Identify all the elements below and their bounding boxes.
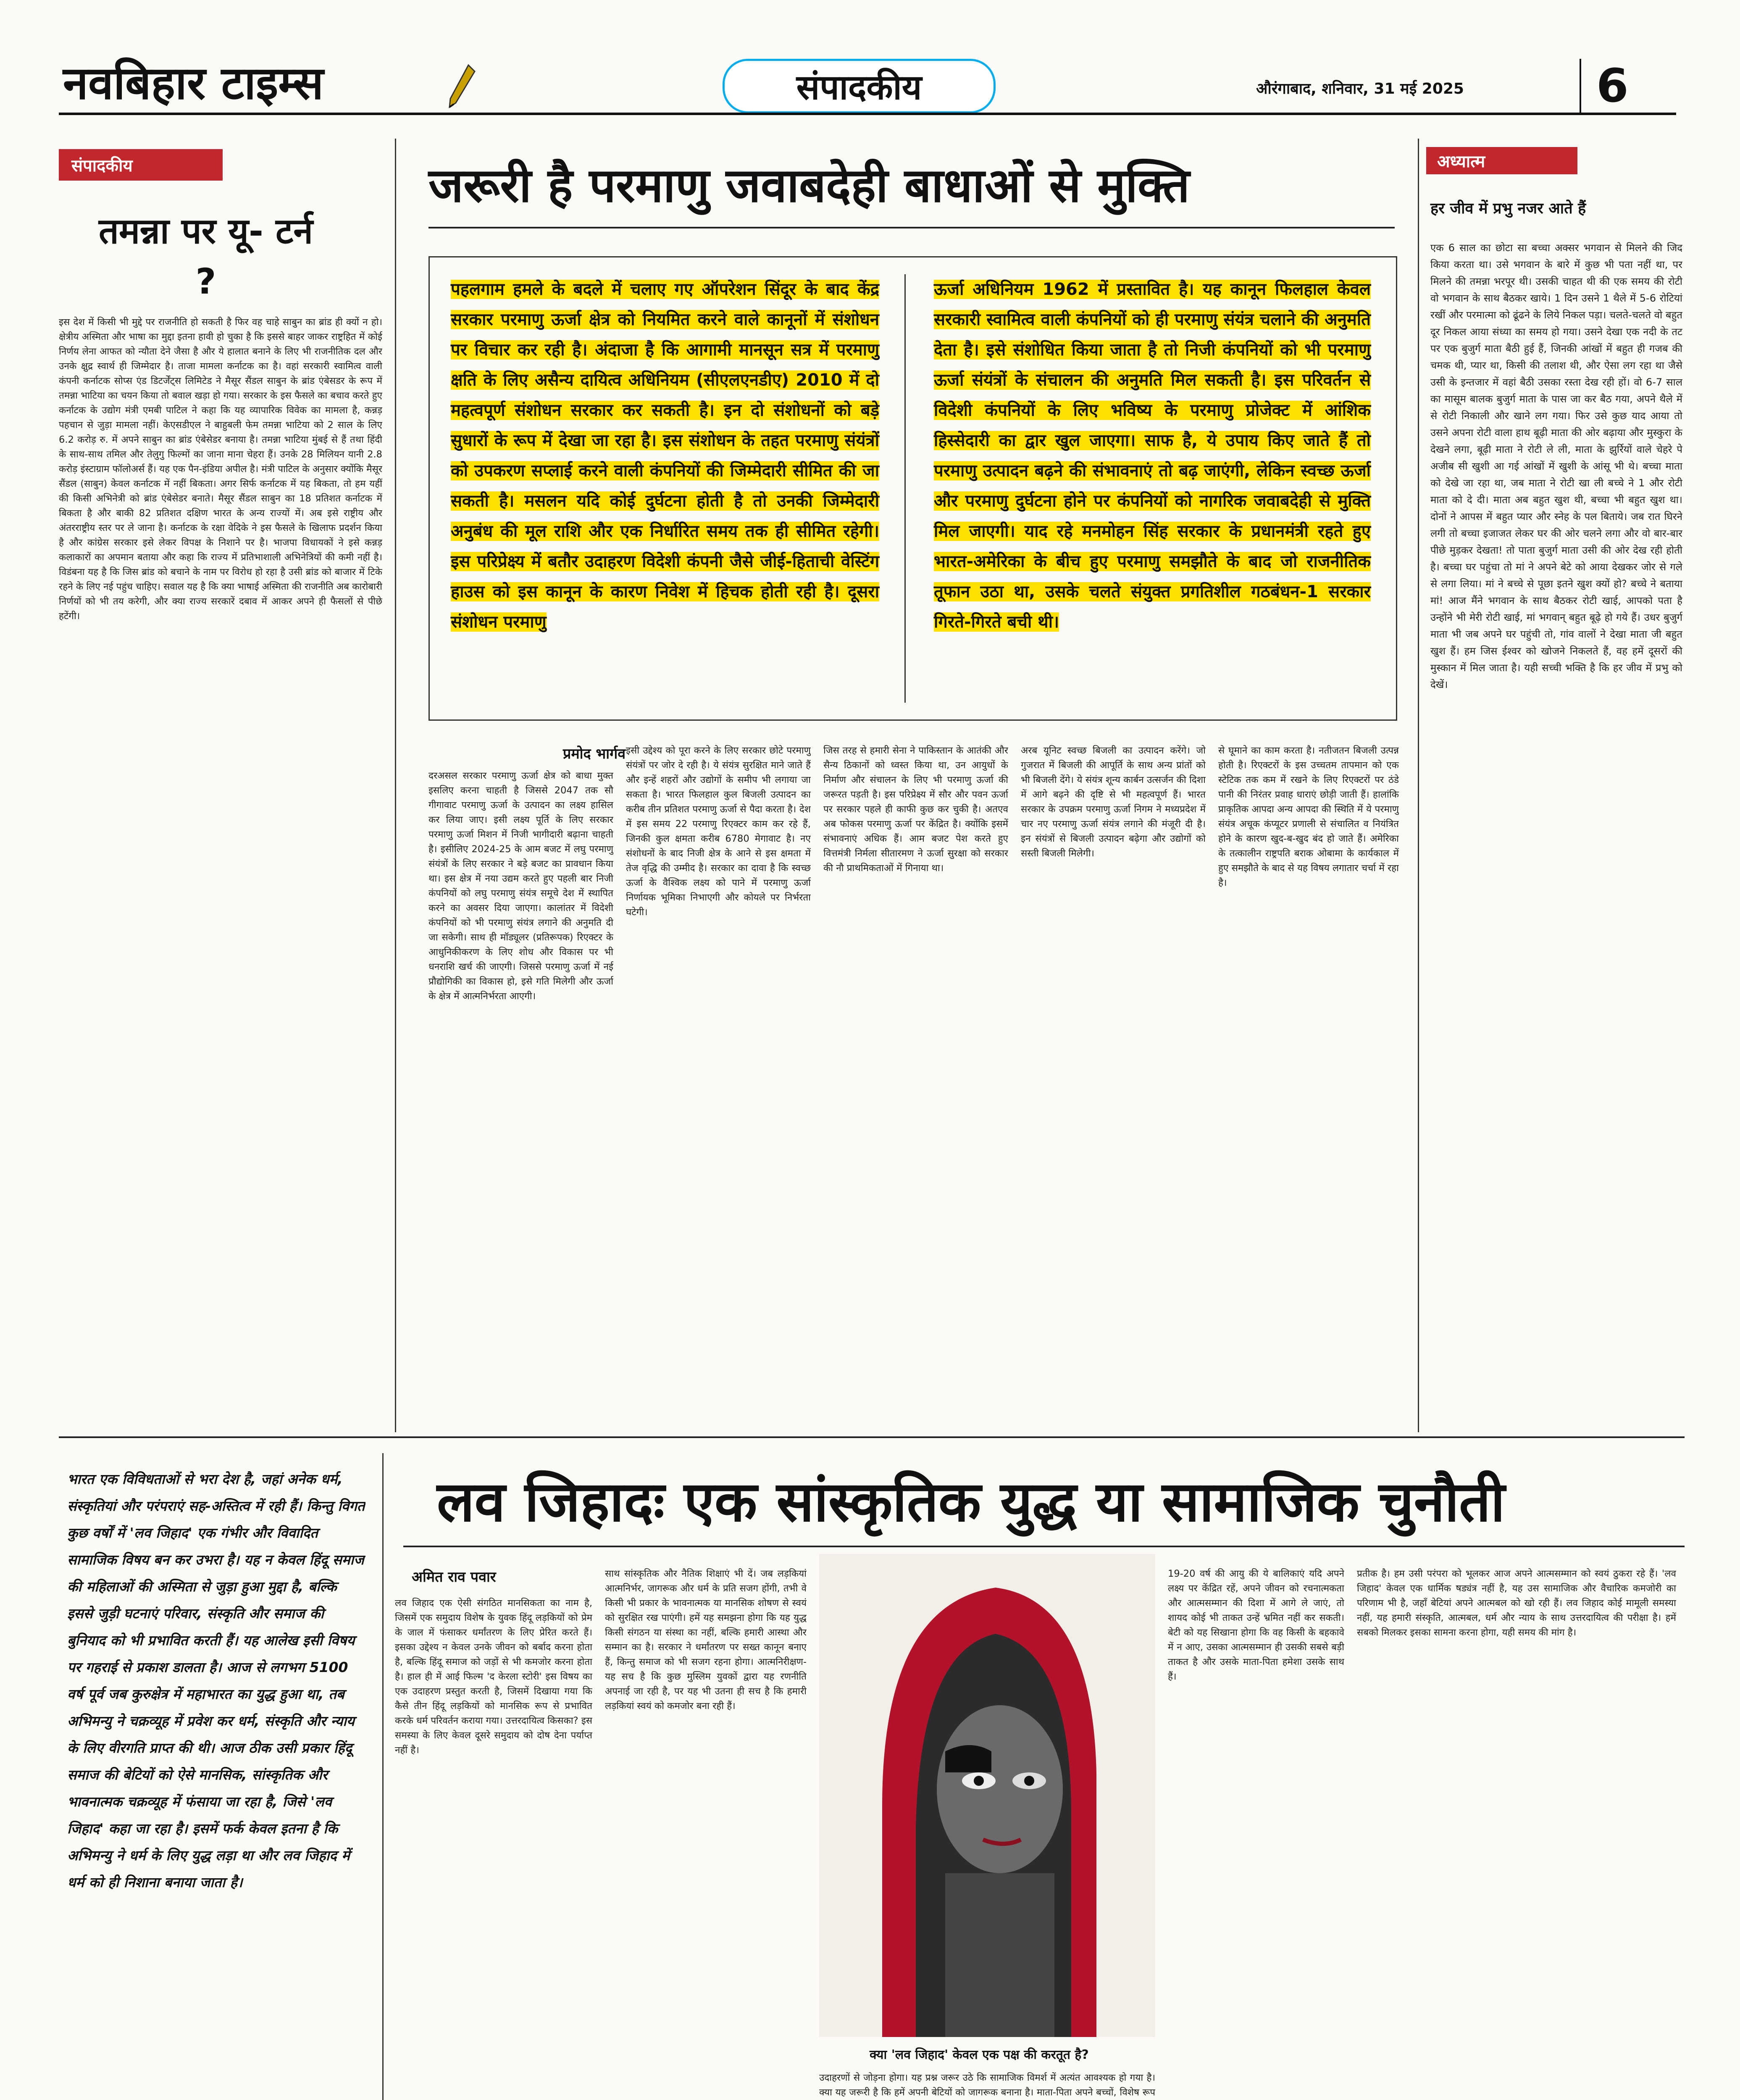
editorial-body: इस देश में किसी भी मुद्दे पर राजनीति हो सकती है फिर वह चाहे साबुन का ब्रांड ही क्यों न हो। क्षेत्रीय अस्मिता और भाषा का मुद्दा इतना हावी हो चुका है कि इससे बाहर जाकर राष्ट्रहित में कोई निर्णय लेना आफत को न्यौता देने जैसा है और ये हालात बनाने के लिए भी राजनीतिक दल और उनके क्षुद्र स्वार्थ ही जिम्मेदार है। ताजा मामला कर्नाटक का है। वहां सरकारी स्वामित्व वाली कंपनी कर्नाटक सोप्स एंड डिटर्जेंट्स लिमिटेड ने मैसूर सैंडल साबुन के ब्रांड एंबेसडर के रूप में तमन्ना भाटिया का चयन किया तो बवाल खड़ा हो गया। सरकार के इस फैसले का बचाव करते हुए कर्नाटक के उद्योग मंत्री एमबी पाटिल ने कहा कि यह व्यापारिक विवेक का मामला है, कन्नड़ पहचान से जुड़ा मामला नहीं। केएसडीएल ने बाहुबली फेम तमन्ना भाटिया को 2 साल के लिए 6.2 करोड़ रु. में अपने साबुन का ब्रांड एंबेसेडर बनाया है। तमन्ना भाटिया मुंबई से हैं तथा हिंदी के साथ-साथ तमिल और तेलुगु फिल्मों का जाना माना चेहरा हैं। उनके 28 मिलियन यानी 2.8 करोड़ इंस्टाग्राम फॉलोअर्स हैं। यह एक पैन-इंडिया अपील है। मंत्री पाटिल के अनुसार क्योंकि मैसूर सैंडल (साबुन) केवल कर्नाटक में नहीं बिकता। अगर सिर्फ कर्नाटक में यह बिकता, तो हम यहीं की किसी अभिनेत्री को ब्रांड एंबेसेडर बनाते। मैसूर सैंडल साबुन का 18 प्रतिशत कर्नाटक में बिकता है और बाकी 82 प्रतिशत दक्षिण भारत के अन्य राज्यों में। अब इसे राष्ट्रीय और अंतरराष्ट्रीय स्तर पर ले जाना है। कर्नाटक के रक्षा वेदिके ने इस फैसले के खिलाफ प्रदर्शन किया है और कांग्रेस सरकार इसे लेकर विपक्ष के निशाने पर है। भाजपा विधायकों ने इसे कन्नड़ कलाकारों का अपमान बताया और कहा कि राज्य में प्रतिभाशाली अभिनेत्रियों की कमी नहीं है। विडंबना यह है कि जिस ब्रांड को बचाने के नाम पर विरोध हो रहा है उसी ब्रांड को बाजार में टिके रहने के लिए नई पहुंच चाहिए। सवाल यह है कि क्या भाषाई अस्मिता की राजनीति अब कारोबारी निर्णयों को भी तय करेगी, और क्या राज्य सरकारें दबाव में आकर अपने ही फैसलों से पीछे हटेंगी। [59,317,382,622]
spiritual-body: एक 6 साल का छोटा सा बच्चा अक्सर भगवान से मिलने की जिद किया करता था। उसे भगवान के बारे में कुछ भी पता नहीं था, पर मिलने की तमन्ना भरपूर थी। उसकी चाहत थी की एक समय की रोटी वो भगवान के साथ बैठकर खाये। 1 दिन उसने 1 थैले में 5-6 रोटियां रखीं और परमात्मा को ढूंढने के लिये निकल पड़ा। चलते-चलते वो बहुत दूर निकल आया संध्या का समय हो गया। उसने देखा एक नदी के तट पर एक बुजुर्ग माता बैठी हुई हैं, जिनकी आंखों में बहुत ही गजब की चमक थी, प्यार था, किसी की तलाश थी, और ऐसा लग रहा था जैसे उसी के इन्तजार में वहां बैठी उसका रस्ता देख रही हों। वो 6-7 साल का मासूम बालक बुजुर्ग माता के पास जा कर बैठ गया, अपने थैले में से रोटी निकाली और खाने लग गया। फिर उसे कुछ याद आया तो उसने अपना रोटी वाला हाथ बूढ़ी माता की ओर बढ़ाया और मुस्कुरा के देखने लगा, बूढ़ी माता ने रोटी ले ली, माता के झुर्रियों वाले चेहरे पे अजीब सी खुशी आ गई आंखों में खुशी के आंसू भी थे। बच्चा माता को देखे जा रहा था, जब माता ने रोटी खा ली बच्चे ने 1 और रोटी माता को दे दी। माता अब बहुत खुश थी, बच्चा भी बहुत खुश था। दोनों ने आपस में बहुत प्यार और स्नेह के पल बिताये। जब रात घिरने लगी तो बच्चा इजाजत लेकर घर की ओर चलने लगा और वो बार-बार पीछे मुड़कर देखता! तो पाता बुजुर्ग माता उसी की ओर देख रही होती है। बच्चा घर पहुंचा तो मां ने अपने बेटे को आया देखकर जोर से गले से लगा लिया। मां ने बच्चे से पूछा इतने खुश क्यों हो? बच्चे ने बताया मां! आज मैंने भगवान के साथ बैठकर रोटी खाई, आपको पता है उन्होंने भी मेरी रोटी खाई, मां भगवान् बहुत बूढ़े हो गये हैं। उधर बुजुर्ग माता भी जब अपने घर पहुंची तो, गांव वालों ने देखा माता जी बहुत खुश हैं। हम जिस ईश्वर को खोजने निकलते हैं, वह हमें दूसरों की मुस्कान में मिल जाता है। यही सच्ची भक्ति है कि हर जीव में प्रभु को देखें। [1430,242,1682,690]
paper-name: नवबिहार टाइम्स [63,57,324,110]
summary-col-2 [934,274,1371,637]
love-jihad-col-2: साथ सांस्कृतिक और नैतिक शिक्षाएं भी दें। जब लड़कियां आत्मनिर्भर, जागरूक और धर्म के प्रति सजग होंगी, तभी वे किसी भी प्रकार के भावनात्मक या मानसिक शोषण से स्वयं को सुरक्षित रख पाएंगी। हमें यह समझना होगा कि यह युद्ध किसी संगठन या संस्था का नहीं, बल्कि हमारी आस्था और सम्मान का है। सरकार ने धर्मांतरण पर सख्त कानून बनाए हैं, किन्तु समाज को भी सजग रहना होगा। आत्मनिरीक्षण- यह सच है कि कुछ मुस्लिम युवकों द्वारा यह रणनीति अपनाई जा रही है, पर यह भी उतना ही सच है कि हमारी लड़कियां स्वयं को कमजोर बना रही हैं। [605,1568,807,1712]
main-byline: प्रमोद भार्गव [563,746,626,762]
love-jihad-sidebar [59,1453,384,2100]
masthead-rule [59,113,1676,115]
masthead [0,0,1740,113]
love-jihad-illustration [819,1554,1155,2037]
spiritual-subhead: हर जीव में प्रभु नजर आते हैं [1430,200,1586,217]
veiled-woman-graphic [819,1554,1155,2037]
love-jihad-byline: अमित राव पवार [412,1569,496,1586]
main-headline: जरूरी है परमाणु जवाबदेही बाधाओं से मुक्ति [428,158,1190,213]
main-col-2: इसी उद्देश्य को पूरा करने के लिए सरकार छोटे परमाणु संयंत्रों पर जोर दे रही है। ये संयंत्र सुरक्षित माने जाते हैं और इन्हें शहरों और उद्योगों के समीप भी लगाया जा सकता है। भारत फिलहाल कुल बिजली उत्पादन का करीब तीन प्रतिशत परमाणु ऊर्जा से पैदा करता है। देश में इस समय 22 परमाणु रिएक्टर काम कर रहे हैं, जिनकी कुल क्षमता करीब 6780 मेगावाट है। नए संशोधनों के बाद निजी क्षेत्र के आने से इस क्षमता में तेज वृद्धि की उम्मीद है। सरकार का दावा है कि स्वच्छ ऊर्जा के वैश्विक लक्ष्य को पाने में परमाणु ऊर्जा निर्णायक भूमिका निभाएगी और कोयले पर निर्भरता घटेगी। [626,745,811,918]
love-jihad-col-1: लव जिहाद एक ऐसी संगठित मानसिकता का नाम है, जिसमें एक समुदाय विशेष के युवक हिंदू लड़कियों को प्रेम के जाल में फंसाकर धर्मांतरण के लिए प्रेरित करते हैं। इसका उद्देश्य न केवल उनके जीवन को बर्बाद करना होता है, बल्कि हिंदू समाज को जड़ों से भी कमजोर करना होता है। हाल ही में आई फिल्म 'द केरला स्टोरी' इस विषय का एक उदाहरण प्रस्तुत करती है, जिसमें दिखाया गया कि कैसे तीन हिंदू लड़कियों को मानसिक रूप से प्रभावित करके धर्म परिवर्तन कराया गया। उत्तरदायित्व किसका? इस समस्या के लिए केवल दूसरे समुदाय को दोष देना पर्याप्त नहीं है। [395,1598,592,1756]
love-jihad-headline: लव जिहादः एक सांस्कृतिक युद्ध या सामाजिक चुनौती [437,1470,1505,1534]
love-jihad-col-5: प्रतीक है। हम उसी परंपरा को भूलकर आज अपने आत्मसम्मान को स्वयं ठुकरा रहे हैं। 'लव जिहाद' केवल एक धार्मिक षड्यंत्र नहीं है, यह उस सामाजिक और वैचारिक कमजोरी का परिणाम भी है, जहाँ बेटियां अपने आत्मबल को खो रही हैं। लव जिहाद कोई मामूली समस्या नहीं, यह हमारी संस्कृति, आत्मबल, धर्म और न्याय के साथ उत्तरदायित्व की परीक्षा है। हमें सबको मिलकर इसका सामना करना होगा, यही समय की मांग है। [1357,1568,1676,1638]
main-col-5: से घूमाने का काम करता है। नतीजतन बिजली उत्पन्न होती है। रिएक्टरों के इस उच्चतम तापमान को एक स्टेटिक तक कम में रखने के लिए रिएक्टरों पर ठंडे पानी की निरंतर प्रवाह धाराएं छोड़ी जाती हैं। हालांकि प्राकृतिक आपदा अन्य आपदा की स्थिति में ये परमाणु संयंत्र अचूक कंप्यूटर प्रणाली से संचालित व नियंत्रित होने के कारण खुद-ब-खुद बंद हो जाते हैं। अमेरिका के तत्कालीन राष्ट्रपति बराक ओबामा के कार्यकाल में हुए समझौते के बाद से यह विषय लगातार चर्चा में रहा है। [1218,745,1399,888]
spiritual-column [1426,139,1687,1432]
summary-divider [904,274,906,703]
editorial-tag [59,149,223,181]
love-jihad-article [391,1449,1685,2100]
love-jihad-col-4: 19-20 वर्ष की आयु की ये बालिकाएं यदि अपने लक्ष्य पर केंद्रित रहें, अपने जीवन को रचनात्मकता और आत्मसम्मान की दिशा में आगे ले जाएं, तो शायद कोई भी ताकत उन्हें भ्रमित नहीं कर सकती। बेटी को यह सिखाना होगा कि वह किसी के बहकावे में न आए, उसका आत्मसम्मान ही उसकी सबसे बड़ी ताकत है और उसके माता-पिता हमेशा उसके साथ हैं। [1168,1568,1344,1682]
headline-rule [428,227,1395,228]
main-col-1: दरअसल सरकार परमाणु ऊर्जा क्षेत्र को बाधा मुक्त इसलिए करना चाहती है जिससे 2047 तक सौ गीगावाट परमाणु ऊर्जा के उत्पादन का लक्ष्य हासिल कर लिया जाए। इसी लक्ष्य पूर्ति के लिए सरकार परमाणु ऊर्जा मिशन में निजी भागीदारी बढ़ाना चाहती है। इसीलिए 2024-25 के आम बजट में लघु परमाणु संयंत्रों के लिए सरकार ने बड़े बजट का प्रावधान किया था। इस क्षेत्र में नया उद्यम करते हुए पहली बार निजी कंपनियों को लघु परमाणु संयंत्र समूचे देश में स्थापित करने का अवसर दिया जाएगा। कालांतर में विदेशी कंपनियों को भी परमाणु संयंत्र लगाने की अनुमति दी जा सकेगी। साथ ही मॉड्यूलर (प्रतिरूपक) रिएक्टर के आधुनिकीकरण के लिए शोध और विकास पर भी धनराशि खर्च की जाएगी। जिससे परमाणु ऊर्जा में नई प्रौद्योगिकी का विकास हो, इसे गति मिलेगी और ऊर्जा के क्षेत्र में आत्मनिर्भरता आएगी। [428,770,613,1002]
section-title: संपादकीय [796,68,922,108]
summary-box [428,256,1397,721]
main-editorial [403,139,1411,1432]
page-number: 6 [1596,59,1629,113]
summary-text-1: पहलगाम हमले के बदले में चलाए गए ऑपरेशन सिंदूर के बाद केंद्र सरकार परमाणु ऊर्जा क्षेत्र को नियमित करने वाले कानूनों में संशोधन पर विचार कर रही है। अंदाजा है कि आगामी मानसून सत्र में परमाणु क्षति के लिए असैन्य दायित्व अधिनियम (सीएलएनडीए) 2010 में दो महत्वपूर्ण संशोधन सरकार कर सकती है। इन दो संशोधनों को बड़े सुधारों के रूप में देखा जा रहा है। इस संशोधन के तहत परमाणु संयंत्रों को उपकरण सप्लाई करने वाली कंपनियों की जिम्मेदारी सीमित की जा सकती है। मसलन यदि कोई दुर्घटना होती है तो उनकी जिम्मेदारी अनुबंध की मूल राशि और एक निर्धारित समय तक ही सीमित रहेगी। इस परिप्रेक्ष्य में बतौर उदाहरण विदेशी कंपनी जैसे जीई-हिताची वेस्टिंग हाउस को इस कानून के कारण निवेश में हिचक होती रही है। दूसरा संशोधन परमाणु [451,280,879,632]
main-col-4: अरब यूनिट स्वच्छ बिजली का उत्पादन करेंगे। जो गुजरात में बिजली की आपूर्ति के साथ अन्य प्रांतों को भी बिजली देंगे। ये संयंत्र शून्य कार्बन उत्सर्जन की दिशा में आगे बढ़ने की दृष्टि से भी महत्वपूर्ण हैं। भारत सरकार के उपक्रम परमाणु ऊर्जा निगम ने मध्यप्रदेश में चार नए परमाणु ऊर्जा संयंत्र लगाने की मंजूरी दी है। इन संयंत्रों से बिजली उत्पादन बढ़ेगा और उद्योगों को सस्ती बिजली मिलेगी। [1021,745,1206,859]
section-banner [723,59,996,113]
summary-col-1 [451,274,879,637]
main-col-3: जिस तरह से हमारी सेना ने पाकिस्तान के आतंकी और सैन्य ठिकानों को ध्वस्त किया था, उन आयुधों के निर्माण और संचालन के लिए भी परमाणु ऊर्जा की जरूरत पड़ती है। इस परिप्रेक्ष्य में सौर और पवन ऊर्जा पर सरकार पहले ही काफी कुछ कर चुकी है। अतएव अब फोकस परमाणु ऊर्जा पर केंद्रित है। क्योंकि इसमें संभावनाएं अधिक हैं। आम बजट पेश करते हुए वित्तमंत्री निर्मला सीतारमण ने ऊर्जा सुरक्षा को सरकार की नौ प्राथमिकताओं में गिनाया था। [823,745,1008,874]
dateline: औरंगाबाद, शनिवार, 31 मई 2025 [1256,80,1464,97]
summary-text-2: ऊर्जा अधिनियम 1962 में प्रस्तावित है। यह कानून फिलहाल केवल सरकारी स्वामित्व वाली कंपनियों को ही परमाणु संयंत्र चलाने की अनुमति देता है। इसे संशोधित किया जाता है तो निजी कंपनियों को भी परमाणु ऊर्जा संयंत्रों के संचालन की अनुमति मिल सकती है। इस परिवर्तन से विदेशी कंपनियों के लिए भविष्य के परमाणु प्रोजेक्ट में आंशिक हिस्सेदारी का द्वार खुल जाएगा। साफ है, ये उपाय किए जाते हैं तो परमाणु उत्पादन बढ़ने की संभावनाएं तो बढ़ जाएंगी, लेकिन स्वच्छ ऊर्जा और परमाणु दुर्घटना होने पर कंपनियों को नागरिक जवाबदेही से मुक्ति मिल जाएगी। याद रहे मनमोहन सिंह सरकार के प्रधानमंत्री रहते हुए भारत-अमेरिका के बीच हुए परमाणु समझौते के बाद जो राजनीतिक तूफान उठा था, उसके चलते संयुक्त प्रगतिशील गठबंधन-1 सरकार गिरते-गिरते बची थी। [934,280,1371,632]
spiritual-tag [1426,147,1577,174]
spiritual-tag-label: अध्यात्म [1437,152,1485,171]
left-editorial [59,139,386,1432]
section-divider [59,1436,1685,1438]
page-number-divider [1580,59,1581,113]
column-divider [1418,139,1419,1432]
column-divider [395,139,396,1432]
headline-rule [403,1546,1685,1547]
sidebar-text: भारत एक विविधताओं से भरा देश है, जहां अनेक धर्म, संस्कृतियां और परंपराएं सह-अस्तित्व में रही हैं। किन्तु विगत कुछ वर्षों में 'लव जिहाद' एक गंभीर और विवादित सामाजिक विषय बन कर उभरा है। यह न केवल हिंदू समाज की महिलाओं की अस्मिता से जुड़ा हुआ मुद्दा है, बल्कि इससे जुड़ी घटनाएं परिवार, संस्कृति और समाज की बुनियाद को भी प्रभावित करती हैं। यह आलेख इसी विषय पर गहराई से प्रकाश डालता है। आज से लगभग 5100 वर्ष पूर्व जब कुरुक्षेत्र में महाभारत का युद्ध हुआ था, तब अभिमन्यु ने चक्रव्यूह में प्रवेश कर धर्म, संस्कृति और न्याय के लिए वीरगति प्राप्त की थी। आज ठीक उसी प्रकार हिंदू समाज की बेटियों को ऐसे मानसिक, सांस्कृतिक और भावनात्मक चक्रव्यूह में फंसाया जा रहा है, जिसे 'लव जिहाद' कहा जा रहा है। इसमें फर्क केवल इतना है कि अभिमन्यु ने धर्म के लिए युद्ध लड़ा था और लव जिहाद में धर्म को ही निशाना बनाया जाता है। [67,1471,365,1890]
image-caption: क्या 'लव जिहाद' केवल एक पक्ष की करतूत है? [870,2048,1089,2062]
love-jihad-col-3: उदाहरणों से जोड़ना होगा। यह प्रश्न जरूर उठे कि सामाजिक विमर्श में अत्यंत आवश्यक हो गया है। क्या यह जरूरी है कि हमें अपनी बेटियों को जागरूक बनाना है। माता-पिता अपने बच्चों, विशेष रूप [819,2072,1155,2098]
pen-icon [445,63,479,109]
editorial-tag-label: संपादकीय [71,156,133,176]
editorial-headline: तमन्ना पर यू- टर्न ? [98,210,313,302]
